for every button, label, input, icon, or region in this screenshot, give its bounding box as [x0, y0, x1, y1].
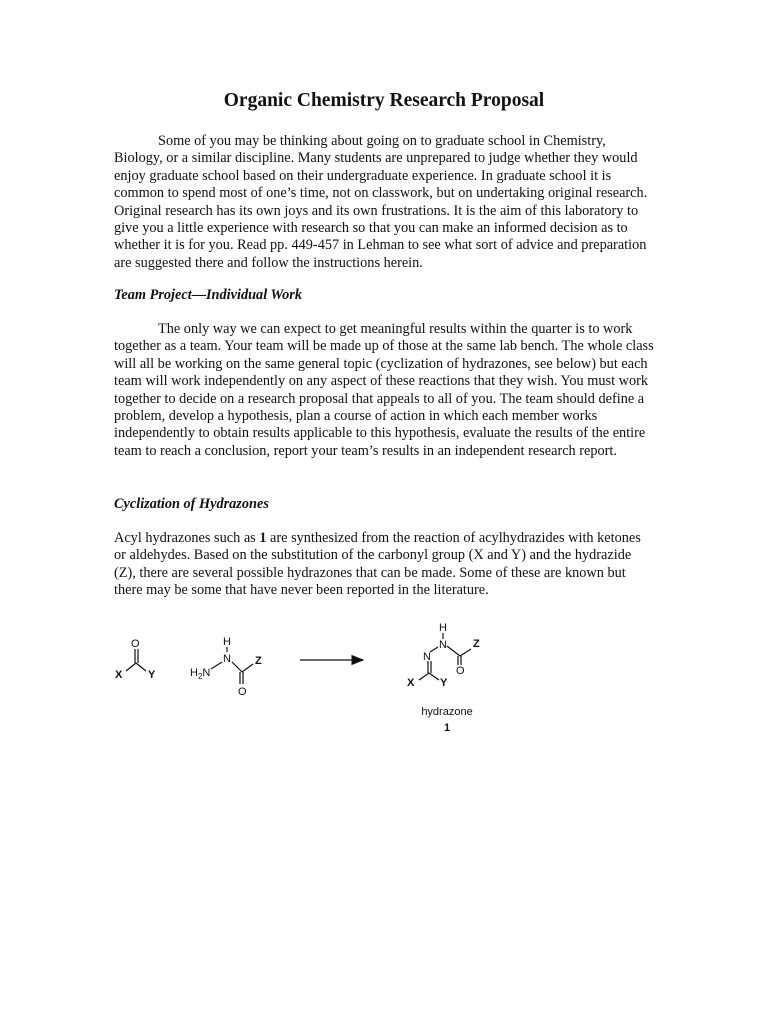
product-number-label: 1	[443, 722, 451, 734]
hydrazide-h2n-label: $H_2N$	[190, 667, 211, 681]
hydrazide-oxygen-label: O	[238, 686, 247, 698]
hydrazide-h-label: H	[223, 636, 231, 648]
product-z-label: Z	[473, 638, 480, 650]
product-y-label: Y	[440, 677, 448, 689]
page-title: Organic Chemistry Research Proposal	[223, 90, 545, 111]
carbonyl-y-label: Y	[148, 669, 156, 681]
carbonyl-structure	[115, 638, 156, 681]
product-n2-label: N	[423, 651, 431, 663]
cyclization-paragraph: Acyl hydrazones such as 1 are synthesized from the reaction of acylhydrazides with ketones or aldehydes. Based on the substitution of the carbonyl group (X and Y) and the hydrazide (Z), there are several possible hydrazones that can be made. Some of these are known but there may be some that have never been reported in the literature.	[114, 530, 641, 599]
product-name-label: hydrazone	[421, 706, 473, 718]
product-x-label: X	[407, 677, 415, 689]
section-heading-team-project: Team Project—Individual Work	[114, 287, 302, 303]
hydrazide-n-label: N	[223, 653, 231, 665]
hydrazide-z-label: Z	[255, 655, 262, 667]
hydrazone-structure	[407, 622, 480, 689]
product-h-label: H	[439, 622, 447, 634]
hydrazide-structure	[190, 636, 262, 698]
product-n1-label: N	[439, 639, 447, 651]
intro-paragraph: Some of you may be thinking about going on to graduate school in Chemistry, Biology, or a similar discipline. Many students are unprepared to judge whether they would enjoy graduate school based on their undergraduate experience. In graduate school it is common to spend most of one’s time, not on classwork, but on undertaking original research. Original research has its own joys and its own frustrations. It is the aim of this laboratory to give you a little experience with research so that you can make an informed decision as to whether it is for you. Read pp. 449-457 in Lehman to see what sort of advice and preparation are suggested there and follow the instructions herein.	[114, 133, 648, 271]
section-heading-cyclization: Cyclization of Hydrazones	[114, 496, 269, 512]
carbonyl-oxygen-label: O	[131, 638, 140, 650]
carbonyl-x-label: X	[115, 669, 123, 681]
product-oxygen-label: O	[456, 665, 465, 677]
team-project-paragraph: The only way we can expect to get meaningful results within the quarter is to work together as a team. Your team will be made up of those at the same lab bench. The whole class will all be working on the same general topic (cyclization of hydrazones, see below) but each team will work independently on any aspect of these reactions that they wish. You must work together to decide on a research proposal that appeals to all of you. The team should define a problem, develop a hypothesis, plan a course of action in which each member works independently to obtain results applicable to this hypothesis, evaluate the results of the entire team to reach a conclusion, report your team’s results in an independent research report.	[114, 321, 654, 459]
